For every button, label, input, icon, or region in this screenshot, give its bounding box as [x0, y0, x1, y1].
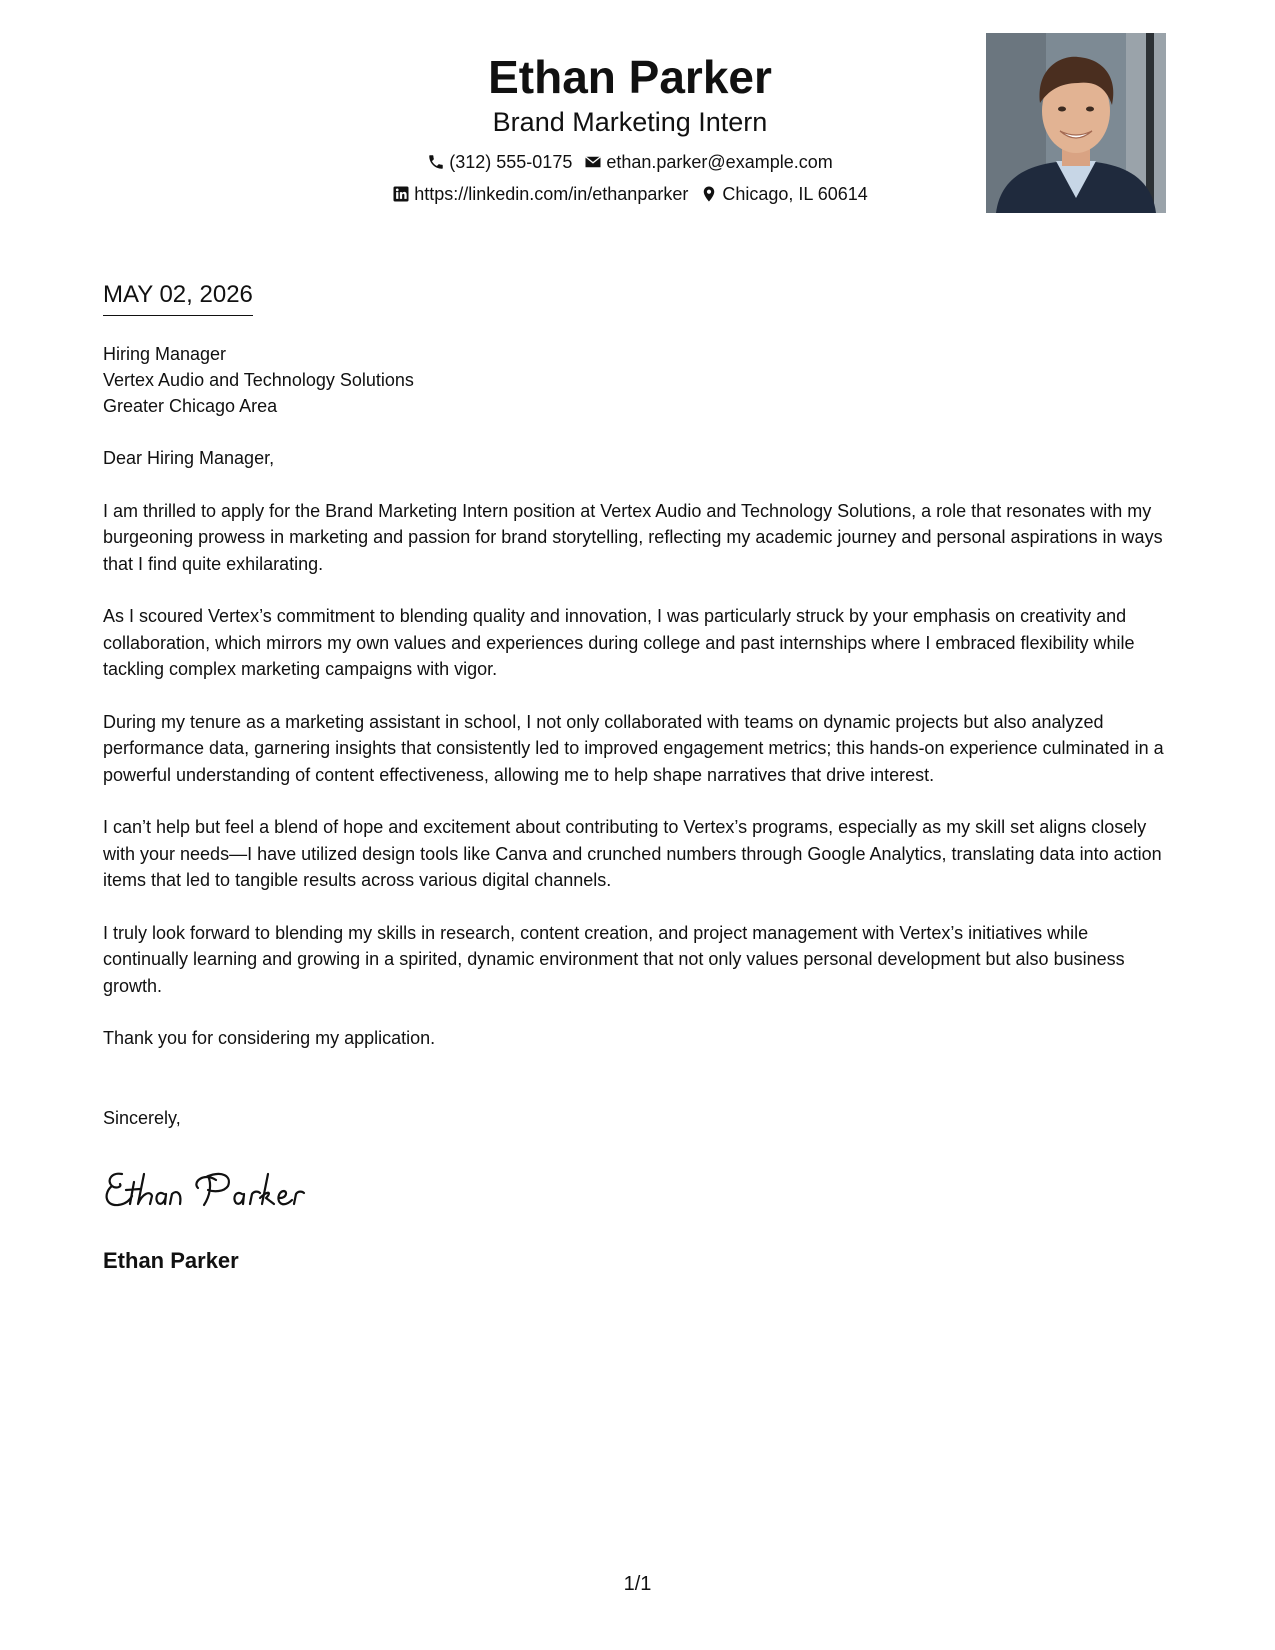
body-paragraph: I can’t help but feel a blend of hope and excitement about contributing to Vertex’s programs, especially as my skill set aligns closely with your needs—I have utilized design tools like Canva and crunched numbers through Google Analytics, translating data into action items that led to tangible results across various digital channels. [103, 817, 1162, 890]
applicant-name: Ethan Parker [488, 51, 772, 103]
envelope-icon [584, 153, 602, 171]
recipient-block [103, 341, 414, 419]
body-paragraph: I truly look forward to blending my skills in research, content creation, and project management with Vertex’s initiatives while continually learning and growing in a spirited, dynamic environment that not only values personal development but also business growth. [103, 922, 1125, 996]
profile-photo [986, 33, 1166, 213]
body-paragraph: Thank you for considering my application. [103, 1028, 436, 1048]
contact-location [700, 182, 867, 206]
body-paragraph: As I scoured Vertex’s commitment to blending quality and innovation, I was particularly struck by your emphasis on creativity and collaboration, which mirrors my own values and experiences during college and past internships where I embraced flexibility while tackling complex marketing campaigns with vigor. [103, 606, 1135, 679]
page-number: 1/1 [623, 1573, 652, 1595]
contact-phone [427, 150, 572, 174]
body-paragraph: During my tenure as a marketing assistant in school, I not only collaborated with teams on dynamic projects but also analyzed performance data, garnering insights that consistently led to improved engagement metrics; this hands-on experience culminated in a powerful understanding of content effectiveness, allowing me to help shape narratives that drive interest. [103, 711, 1164, 785]
linkedin-text[interactable]: https://linkedin.com/in/ethanparker [414, 184, 689, 204]
map-pin-icon [700, 185, 718, 203]
letter-body [103, 445, 1178, 1078]
salutation: Dear Hiring Manager, [103, 448, 275, 468]
phone-text: (312) 555-0175 [449, 152, 573, 172]
email-text[interactable]: ethan.parker@example.com [606, 152, 833, 172]
recipient-line: Vertex Audio and Technology Solutions [103, 370, 414, 390]
linkedin-icon [392, 185, 410, 203]
recipient-line: Hiring Manager [103, 344, 227, 364]
applicant-title: Brand Marketing Intern [492, 107, 768, 137]
phone-icon [427, 153, 445, 171]
letter-date: MAY 02, 2026 [103, 280, 253, 316]
location-text: Chicago, IL 60614 [722, 184, 868, 204]
contact-email[interactable] [584, 150, 832, 174]
handwritten-signature [100, 1160, 340, 1220]
signer-name: Ethan Parker [103, 1248, 239, 1273]
closing: Sincerely, [103, 1108, 181, 1128]
body-paragraph: I am thrilled to apply for the Brand Marketing Intern position at Vertex Audio and Technology Solutions, a role that resonates with my burgeoning prowess in marketing and passion for brand storytelling, reflecting my academic journey and personal aspirations in ways that I find quite exhilarating. [103, 500, 1163, 574]
recipient-line: Greater Chicago Area [103, 396, 278, 416]
contact-linkedin[interactable] [392, 182, 688, 206]
letter-date-block [103, 280, 253, 316]
